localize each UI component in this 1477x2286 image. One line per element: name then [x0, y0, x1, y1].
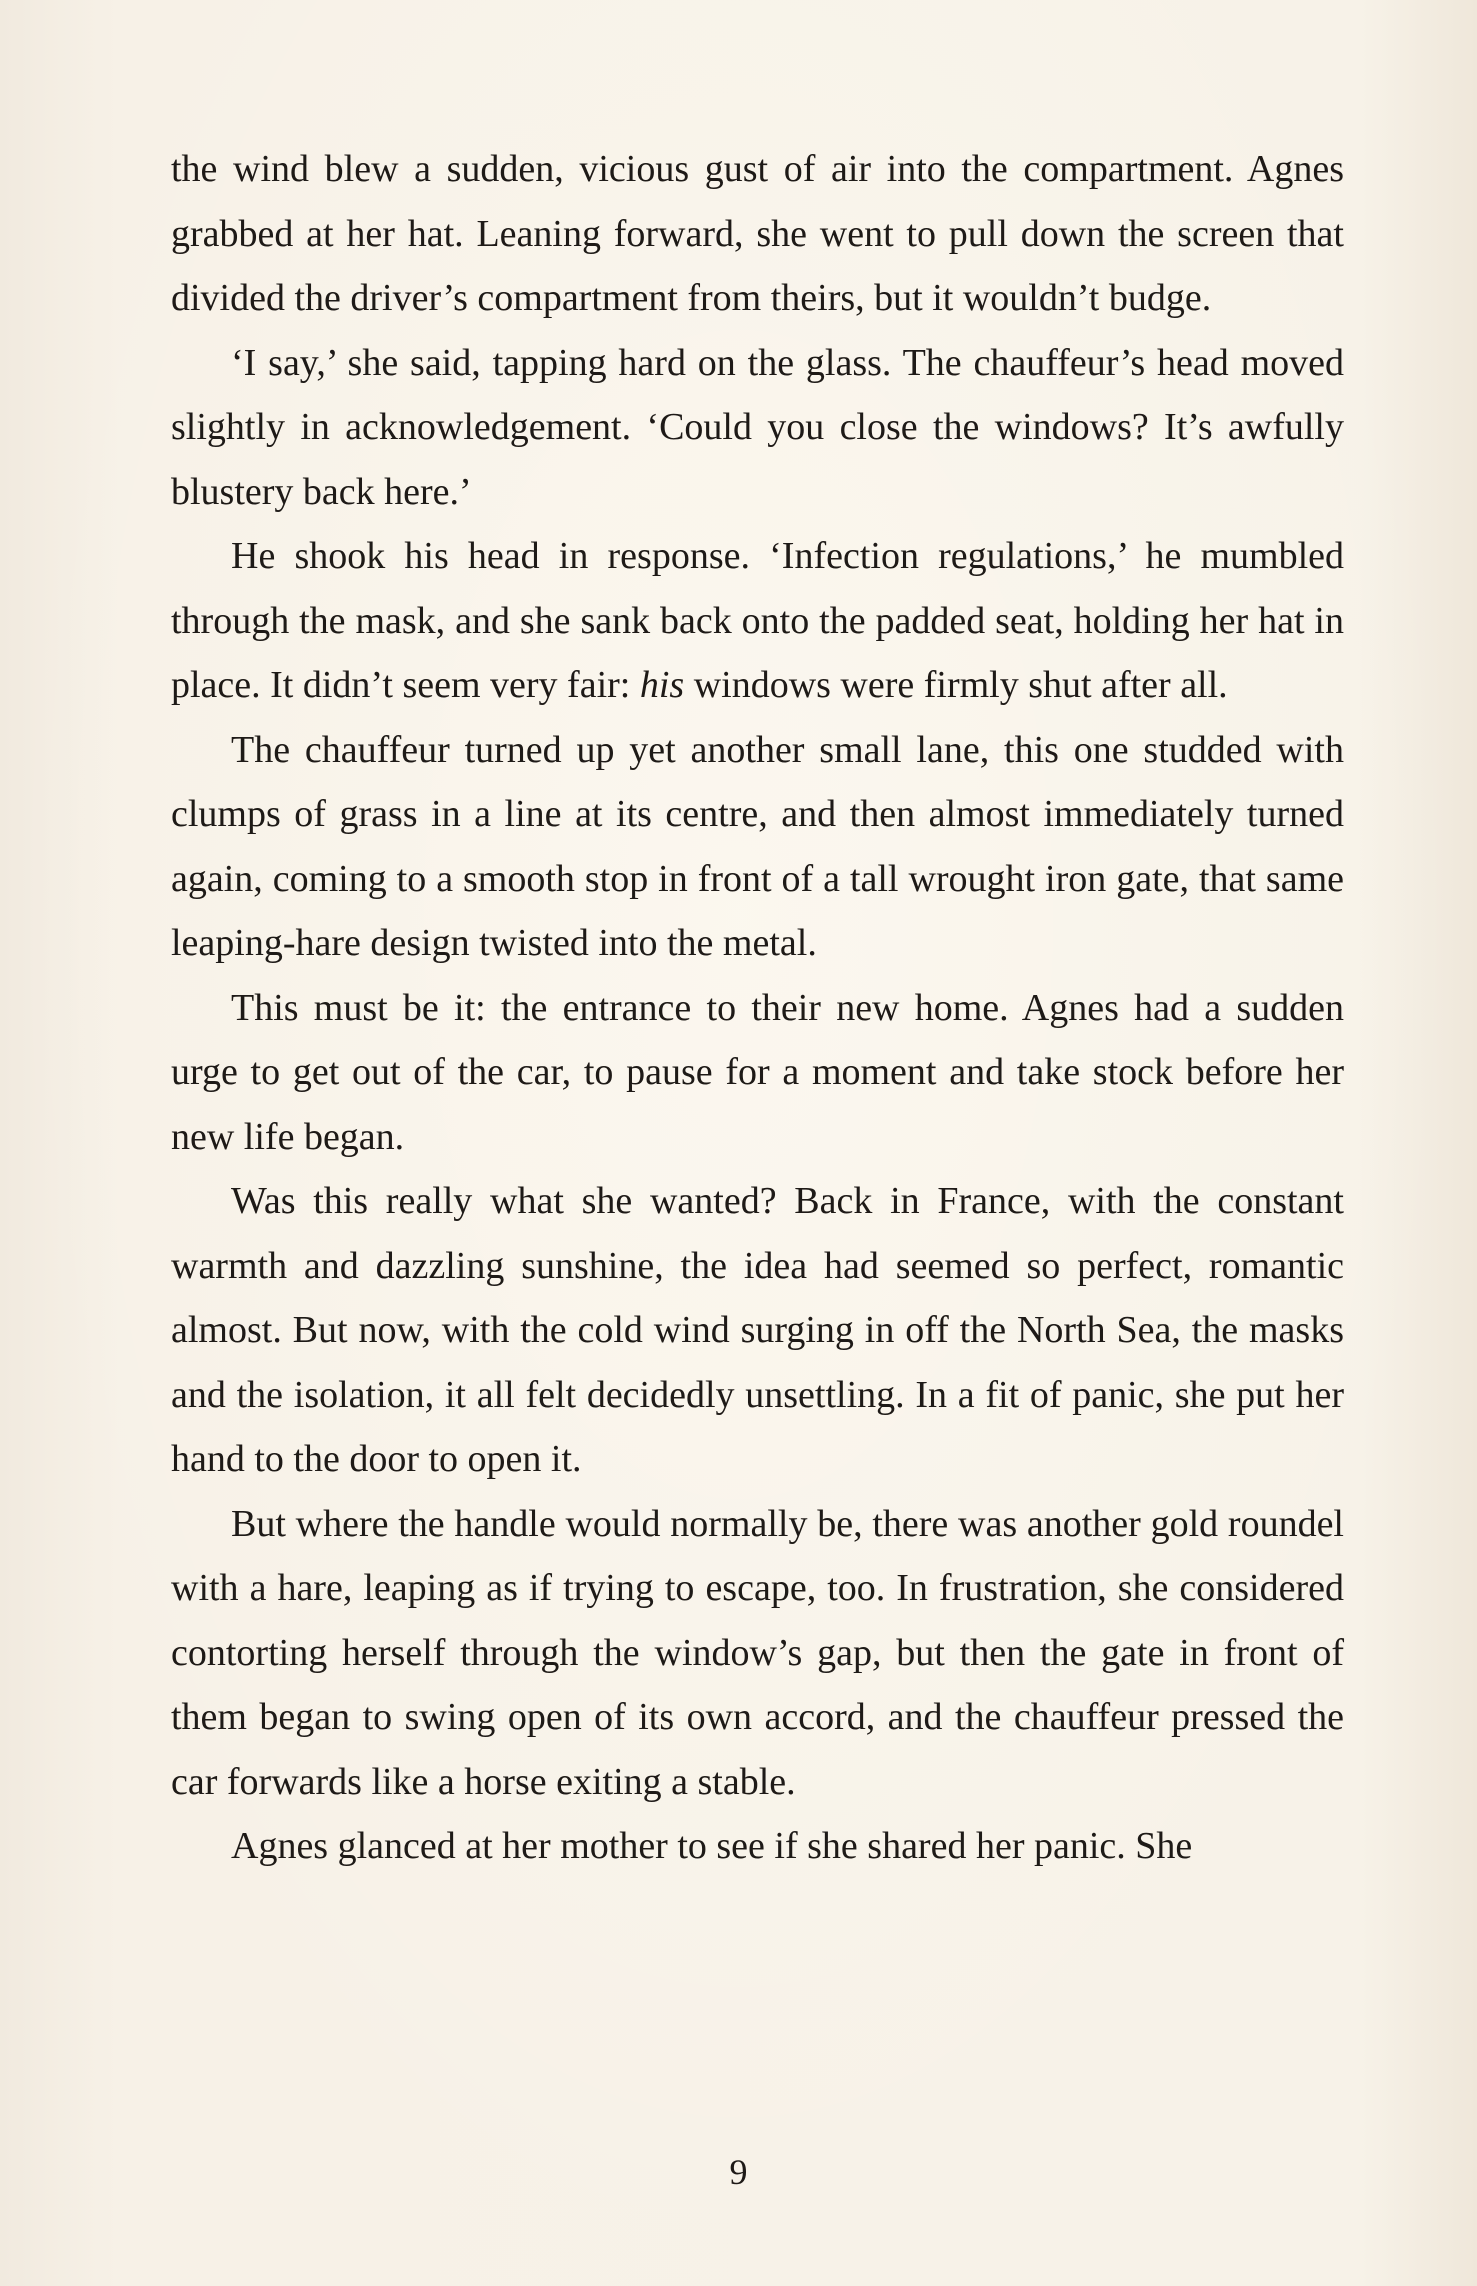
paragraph-text: Was this really what she wanted? Back in France, with the constant warmth and dazzling sunshine, the idea had seemed so perfect, romantic almost. But now, with the cold wind surging in off the North Sea, the masks and the isolation, it all felt decidedly unsettling. In a fit of panic, she put her hand to the door to open it. [171, 1180, 1344, 1480]
paragraph [171, 137, 1344, 331]
paragraph [171, 1492, 1344, 1815]
paragraph [171, 718, 1344, 976]
paragraph [171, 976, 1344, 1170]
page-number: 9 [729, 2152, 748, 2192]
paragraph-text: windows were firmly shut after all. [684, 664, 1228, 706]
paragraph-text: the wind blew a sudden, vicious gust of air into the compartment. Agnes grabbed at her hat. Leaning forward, she went to pull down the screen that divided the driver’s compartment from theirs, but it wouldn’t budge. [171, 148, 1344, 319]
paragraph-text: This must be it: the entrance to their new home. Agnes had a sudden urge to get out of the car, to pause for a moment and take stock before her new life began. [171, 986, 1344, 1158]
emphasized-word: his [639, 664, 685, 706]
paragraph-text: He shook his head in response. ‘Infection regulations,’ he mumbled through the mask, and she sank back onto the padded seat, holding her hat in place. It didn’t seem very fair: [171, 535, 1344, 706]
paragraph [171, 524, 1344, 718]
paragraph [171, 1814, 1344, 1879]
paragraph [171, 331, 1344, 525]
paragraph-text: Agnes glanced at her mother to see if she shared her panic. She [231, 1825, 1193, 1867]
paragraph-text: ‘I say,’ she said, tapping hard on the glass. The chauffeur’s head moved slightly in acknowledgement. ‘Could you close the windows? It’s awfully blustery back here.’ [171, 341, 1344, 513]
paragraph [171, 1169, 1344, 1492]
paragraph-text: But where the handle would normally be, there was another gold roundel with a hare, leaping as if trying to escape, too. In frustration, she considered contorting herself through the window’s gap, but then the gate in front of them began to swing open of its own accord, and the chauffeur pressed the car forwards like a horse exiting a stable. [171, 1502, 1344, 1803]
paragraph-text: The chauffeur turned up yet another small lane, this one studded with clumps of grass in a line at its centre, and then almost immediately turned again, coming to a smooth stop in front of a tall wrought iron gate, that same leaping-hare design twisted into the metal. [171, 728, 1344, 964]
body-text [171, 137, 1344, 1879]
